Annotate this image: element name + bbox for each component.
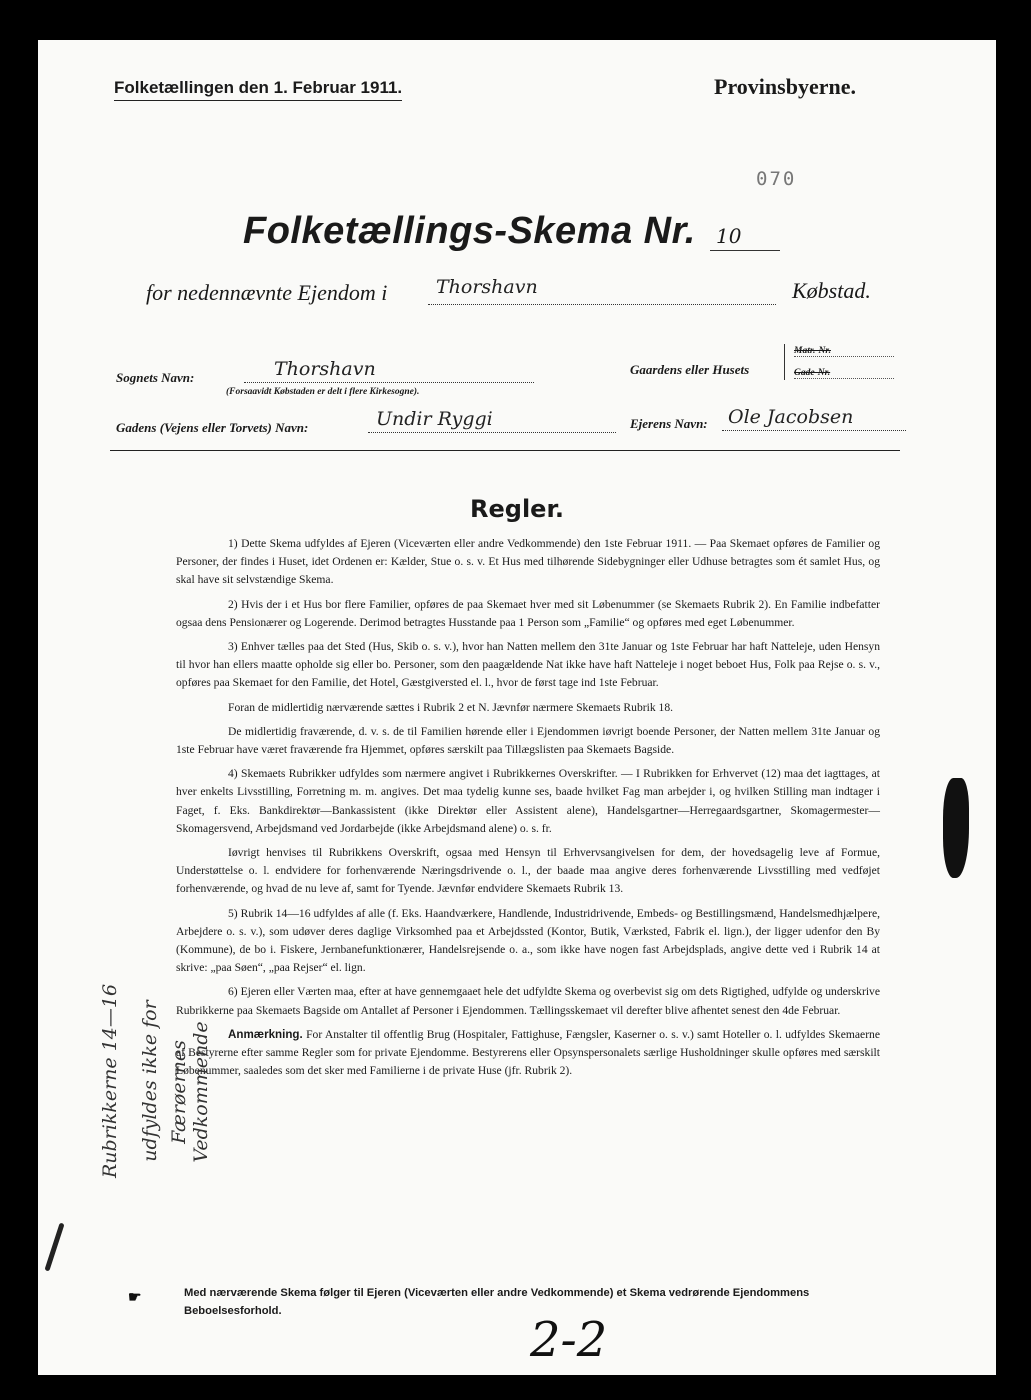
- region-header: Provinsbyerne.: [714, 74, 856, 99]
- parish-value: Thorshavn: [244, 358, 534, 383]
- form-title: Folketællings-Skema Nr.: [243, 210, 696, 252]
- rule-paragraph: Foran de midlertidig nærværende sættes i Rubrik 2 et N. Jævnfør nærmere Skemaets Rubrik 18.: [228, 700, 674, 714]
- gade-nr-label: Gade-Nr.: [794, 368, 894, 379]
- property-location-value: Thorshavn: [428, 276, 776, 305]
- census-date-header: Folketællingen den 1. Februar 1911.: [114, 78, 402, 101]
- parish-label: Sognets Navn:: [116, 370, 195, 385]
- rule-paragraph: 1) Dette Skema udfyldes af Ejeren (Viceværten eller andre Vedkommende) den 1ste Februar 1911. — Paa Skemaet opføres de Familier og Personer, der findes i Huset, idet Ordenen er: Kælder, Stue o. s. v. Et Hus med tilhørende Sidebygninger eller Udhuse betragtes som ét samlet Hus, og skal have sit selvstændige Skema.: [176, 537, 880, 587]
- margin-ink-mark: [44, 1222, 64, 1271]
- owner-label: Ejerens Navn:: [630, 416, 708, 431]
- form-number: 10: [710, 224, 780, 251]
- rule-paragraph: 4) Skemaets Rubrikker udfyldes som nærmere angivet i Rubrikkernes Overskrifter. — I Rubrikken for Erhvervet (12) maa det iagttages, at hver enkelts Livsstilling, Forretning m. m. angives. Det maa tydelig kunne ses, baade hvilket Fag man arbejder i, og hvilken Stilling man indtager i Faget, f. Eks. Bankdirektør—Bankassistent (ikke Direktør eller Assistent alene), Handelsgartner—Herregaardsgartner, Skomagermester—Skomagersvend, Arbejdsmand ved Jordarbejde (ikke Arbejdsmand alene) o. s. fr.: [176, 767, 880, 835]
- handwritten-page-mark: 2-2: [530, 1312, 608, 1368]
- street-value: Undir Ryggi: [368, 408, 616, 433]
- margin-note-line-3: Færøernes Vedkommende: [168, 1021, 212, 1163]
- note-lead: Anmærkning.: [228, 1027, 303, 1041]
- ink-smudge: [943, 778, 969, 878]
- house-number-label: Gaardens eller Husets: [630, 362, 750, 377]
- property-location-label: for nedennævnte Ejendom i: [146, 280, 388, 305]
- matr-nr-label: Matr.-Nr.: [794, 346, 894, 357]
- margin-note-line-2: udfyldes ikke for: [139, 1000, 161, 1162]
- pointing-hand-icon: ☛: [128, 1290, 142, 1306]
- street-label: Gadens (Vejens eller Torvets) Navn:: [116, 420, 309, 435]
- brace-divider: [784, 344, 791, 380]
- serial-stamp: 070: [756, 168, 797, 190]
- rule-paragraph: 3) Enhver tælles paa det Sted (Hus, Skib o. s. v.), hvor han Natten mellem den 31te Januar og 1ste Februar har haft Natteleje, uden Hensyn til hvor han ellers maatte opholde sig eller bo. Personer, som den paagældende Nat ikke have haft Natteleje i noget beboet Hus, Folk paa Rejse o. s. v., opføres paa Skemaet for den Familie, det Hotel, Gæstgiversted el. l., hvor de først tage ind 1ste Februar.: [176, 640, 880, 690]
- rules-body: [176, 535, 880, 1086]
- margin-note-line-1: Rubrikkerne 14—16: [99, 983, 121, 1179]
- header-divider: [110, 450, 900, 451]
- rule-paragraph: 5) Rubrik 14—16 udfyldes af alle (f. Eks. Haandværkere, Handlende, Industridrivende, Embeds- og Bestillingsmænd, Handelsmedhjælpere, Arbejdere o. s. v.), som udøver deres daglige Virksomhed paa et Arbejdssted (Kontor, Butik, Værksted, Fabrik el. lign.), der ligger udenfor den By (Kommune), de bo i. Fiskere, Jernbanefunktionærer, Handelsrejsende o. a., som ikke have nogen fast Arbejdsplads, angive dette ved i Rubrik 14 at skrive: „paa Søen“, „paa Rejser“ el. lign.: [176, 906, 880, 975]
- parish-note: (Forsaavidt Købstaden er delt i flere Kirkesogne).: [226, 387, 420, 397]
- rule-paragraph: 2) Hvis der i et Hus bor flere Familier, opføres de paa Skemaet hver med sit Løbenummer (se Skemaets Rubrik 2). En Familie indbefatter ogsaa dens Pensionærer og Logerende. Derimod betragtes Husstande paa 1 Person som „Familie“ og opføres med eget Løbenummer.: [176, 597, 880, 629]
- kobstad-label: Købstad.: [792, 278, 871, 303]
- rules-note: [176, 1026, 880, 1081]
- rules-heading: Regler.: [470, 495, 564, 523]
- owner-value: Ole Jacobsen: [722, 406, 906, 431]
- footer-note: Med nærværende Skema følger til Ejeren (Viceværten eller andre Vedkommende) et Skema vedrørende Ejendommens Beboelsesforhold.: [184, 1287, 810, 1317]
- note-text: For Anstalter til offentlig Brug (Hospitaler, Fattighuse, Fængsler, Kaserner o. s. v.) samt Hoteller o. l. udfyldes Skemaerne af Bestyrerne efter samme Regler som for private Ejendomme. Bestyrerens eller Opsynspersonalets særlige Husholdninger skulle opføres med særskilt Løbenummer, saaledes som det sker med Familierne i de private Huse (jfr. Rubrik 2).: [176, 1027, 880, 1078]
- census-form-page: [38, 40, 996, 1375]
- rule-paragraph: De midlertidig fraværende, d. v. s. de til Familien hørende eller i Ejendommen iøvrigt boende Personer, der Natten mellem 31te Januar og 1ste Februar have været fraværende fra Hjemmet, opføres særskilt paa Tillægslisten paa Skemaets Bagside.: [176, 724, 880, 757]
- rule-paragraph: Iøvrigt henvises til Rubrikkens Overskrift, ogsaa med Hensyn til Erhvervsangivelsen for dem, der hovedsagelig leve af Formue, Understøttelse o. l. endvidere for forhenværende Næringsdrivende o. l., der baade maa angive deres forhenværende Livsstilling med vedføjet forhenværende, og hvad de nu leve af, samt for Tyende. Jævnfør endvidere Skemaets Rubrik 13.: [176, 846, 880, 896]
- rule-paragraph: 6) Ejeren eller Værten maa, efter at have gennemgaaet hele det udfyldte Skema og overbevist sig om dets Rigtighed, udfylde og underskrive Rubrikkerne paa Skemaets Bagside om Antallet af Personer i Ejendommen. Tællingsskemaet vil derefter blive afhentet senest den 4de Februar.: [176, 985, 880, 1017]
